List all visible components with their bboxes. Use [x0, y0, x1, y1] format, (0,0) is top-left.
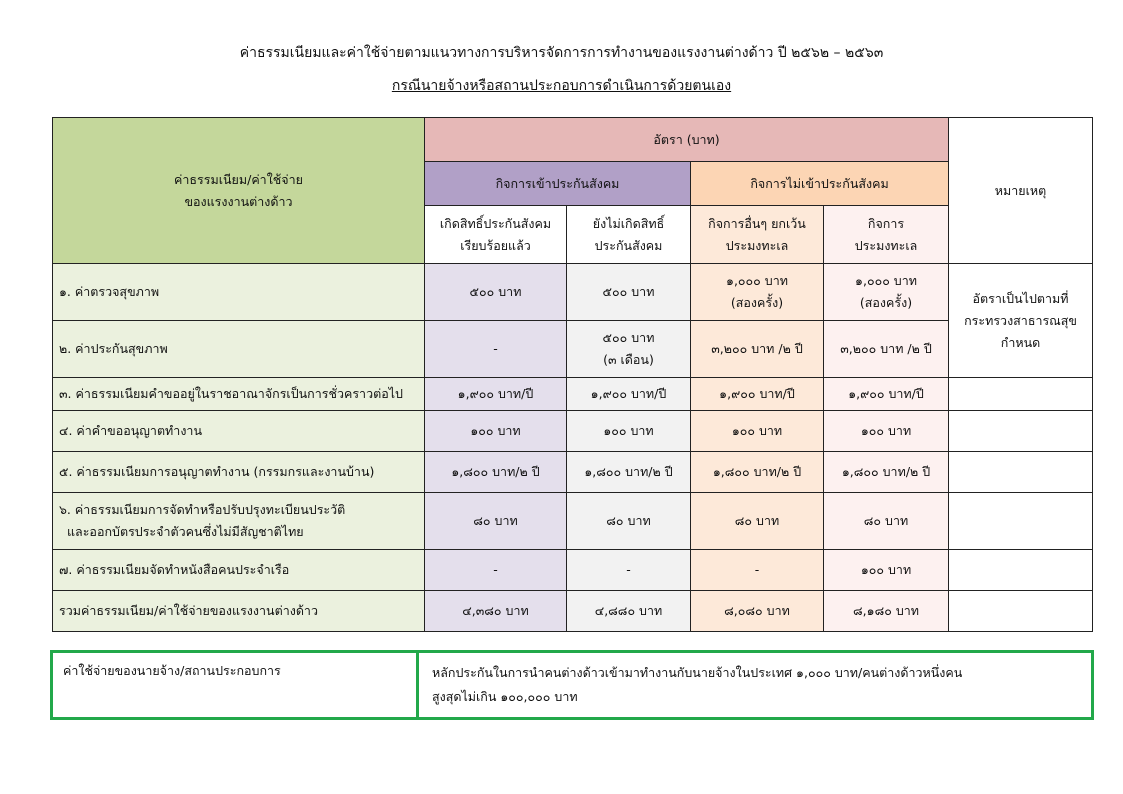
- note-cell: [949, 452, 1093, 493]
- employer-cost-line: หลักประกันในการนำคนต่างด้าวเข้ามาทำงานกับนายจ้างในประเทศ ๑,๐๐๐ บาท/คนต่างด้าวหนึ่งคน: [432, 665, 963, 680]
- employer-cost-box: [50, 650, 1094, 720]
- cell-value: ๘๐ บาท: [824, 493, 949, 550]
- cell-value: ๔,๓๘๐ บาท: [425, 591, 567, 632]
- subheader-insured-not-eligible: [567, 206, 691, 264]
- insured-header: กิจการเข้าประกันสังคม: [425, 162, 691, 206]
- cell-value: ๘,๑๘๐ บาท: [824, 591, 949, 632]
- fee-table: [52, 117, 1093, 632]
- note-line: กระทรวงสาธารณสุข: [964, 312, 1077, 328]
- employer-cost-detail: [422, 653, 1091, 717]
- cell-value: ๑๐๐ บาท: [824, 411, 949, 452]
- cell-value: ๑๐๐ บาท: [824, 550, 949, 591]
- cell-value: ๔,๘๘๐ บาท: [567, 591, 691, 632]
- note-cell: [949, 493, 1093, 550]
- cell-value: ๘๐ บาท: [425, 493, 567, 550]
- cell-value: -: [691, 550, 824, 591]
- note-cell: [949, 411, 1093, 452]
- row-label: ๑. ค่าตรวจสุขภาพ: [53, 264, 425, 321]
- employer-cost-label: ค่าใช้จ่ายของนายจ้าง/สถานประกอบการ: [53, 653, 419, 717]
- row-label: รวมค่าธรรมเนียม/ค่าใช้จ่ายของแรงงานต่างด้าว: [53, 591, 425, 632]
- cell-line: (๓ เดือน): [603, 352, 654, 367]
- table-row: [53, 452, 1093, 493]
- note-cell: [949, 550, 1093, 591]
- cell-value: [824, 264, 949, 321]
- cell-value: ๑,๙๐๐ บาท/ปี: [425, 378, 567, 411]
- table-row-total: [53, 591, 1093, 632]
- page-subtitle: กรณีนายจ้างหรือสถานประกอบการดำเนินการด้วยตนเอง: [391, 78, 732, 94]
- cell-value: [691, 264, 824, 321]
- table-row: [53, 493, 1093, 550]
- non-insured-header: กิจการไม่เข้าประกันสังคม: [691, 162, 949, 206]
- fee-type-header: [53, 118, 425, 264]
- cell-line: (สองครั้ง): [730, 295, 784, 310]
- note-cell: [949, 264, 1093, 378]
- cell-value: ๑๐๐ บาท: [425, 411, 567, 452]
- subheader-line: ประมงทะเล: [725, 237, 789, 253]
- subheader-other-business: [691, 206, 824, 264]
- subheader-line: ประมงทะเล: [854, 237, 918, 253]
- table-row: [53, 321, 1093, 378]
- table-row: [53, 411, 1093, 452]
- cell-value: ๑,๘๐๐ บาท/๒ ปี: [567, 452, 691, 493]
- note-header: หมายเหตุ: [949, 118, 1093, 264]
- row-label: ๔. ค่าคำขออนุญาตทำงาน: [53, 411, 425, 452]
- fee-type-header-line1: ค่าธรรมเนียม/ค่าใช้จ่าย: [174, 171, 303, 187]
- table-row: [53, 378, 1093, 411]
- cell-value: -: [425, 321, 567, 378]
- cell-value: ๘๐ บาท: [567, 493, 691, 550]
- cell-value: ๘๐ บาท: [691, 493, 824, 550]
- subheader-line: เกิดสิทธิ์ประกันสังคม: [439, 215, 552, 231]
- row-label: ๗. ค่าธรรมเนียมจัดทำหนังสือคนประจำเรือ: [53, 550, 425, 591]
- cell-line: (สองครั้ง): [859, 295, 913, 310]
- subheader-line: ยังไม่เกิดสิทธิ์: [592, 215, 665, 231]
- subheader-line: ประกันสังคม: [594, 237, 663, 253]
- note-line: อัตราเป็นไปตามที่: [972, 290, 1069, 306]
- cell-value: -: [567, 550, 691, 591]
- cell-value: ๕๐๐ บาท: [567, 264, 691, 321]
- subheader-line: กิจการอื่นๆ ยกเว้น: [708, 215, 806, 231]
- note-cell: [949, 591, 1093, 632]
- cell-value: ๘,๐๘๐ บาท: [691, 591, 824, 632]
- cell-value: ๑,๙๐๐ บาท/ปี: [824, 378, 949, 411]
- cell-value: ๑,๘๐๐ บาท/๒ ปี: [425, 452, 567, 493]
- table-row: [53, 550, 1093, 591]
- cell-value: ๑,๘๐๐ บาท/๒ ปี: [691, 452, 824, 493]
- cell-value: ๑,๙๐๐ บาท/ปี: [691, 378, 824, 411]
- note-cell: [949, 378, 1093, 411]
- cell-line: ๑,๐๐๐ บาท: [855, 273, 917, 288]
- note-line: กำหนด: [1000, 334, 1041, 350]
- rate-header: อัตรา (บาท): [425, 118, 949, 162]
- row-label: ๒. ค่าประกันสุขภาพ: [53, 321, 425, 378]
- subheader-line: เรียบร้อยแล้ว: [460, 237, 531, 253]
- row-label: [53, 493, 425, 550]
- subheader-insured-eligible: [425, 206, 567, 264]
- fee-type-header-line2: ของแรงงานต่างด้าว: [184, 193, 293, 209]
- cell-value: [567, 321, 691, 378]
- cell-value: ๑๐๐ บาท: [567, 411, 691, 452]
- employer-cost-line: สูงสุดไม่เกิน ๑๐๐,๐๐๐ บาท: [432, 689, 578, 704]
- cell-value: ๑,๘๐๐ บาท/๒ ปี: [824, 452, 949, 493]
- cell-value: ๓,๒๐๐ บาท /๒ ปี: [691, 321, 824, 378]
- page-title: ค่าธรรมเนียมและค่าใช้จ่ายตามแนวทางการบริหารจัดการการทำงานของแรงงานต่างด้าว ปี ๒๕๖๒ – ๒๕๖๓: [239, 45, 884, 61]
- cell-value: -: [425, 550, 567, 591]
- row-label: ๕. ค่าธรรมเนียมการอนุญาตทำงาน (กรรมกรและงานบ้าน): [53, 452, 425, 493]
- cell-value: ๑๐๐ บาท: [691, 411, 824, 452]
- subheader-line: กิจการ: [867, 215, 905, 231]
- subheader-sea-fishing: [824, 206, 949, 264]
- row-label: ๓. ค่าธรรมเนียมคำขออยู่ในราชอาณาจักรเป็นการชั่วคราวต่อไป: [53, 378, 425, 411]
- row-label-line: ๖. ค่าธรรมเนียมการจัดทำหรือปรับปรุงทะเบียนประวัติ: [59, 502, 346, 517]
- table-row: [53, 264, 1093, 321]
- row-label-line: และออกบัตรประจำตัวคนซึ่งไม่มีสัญชาติไทย: [67, 524, 304, 539]
- cell-value: ๓,๒๐๐ บาท /๒ ปี: [824, 321, 949, 378]
- cell-value: ๕๐๐ บาท: [425, 264, 567, 321]
- cell-line: ๑,๐๐๐ บาท: [726, 273, 788, 288]
- cell-value: ๑,๙๐๐ บาท/ปี: [567, 378, 691, 411]
- cell-line: ๕๐๐ บาท: [602, 330, 655, 345]
